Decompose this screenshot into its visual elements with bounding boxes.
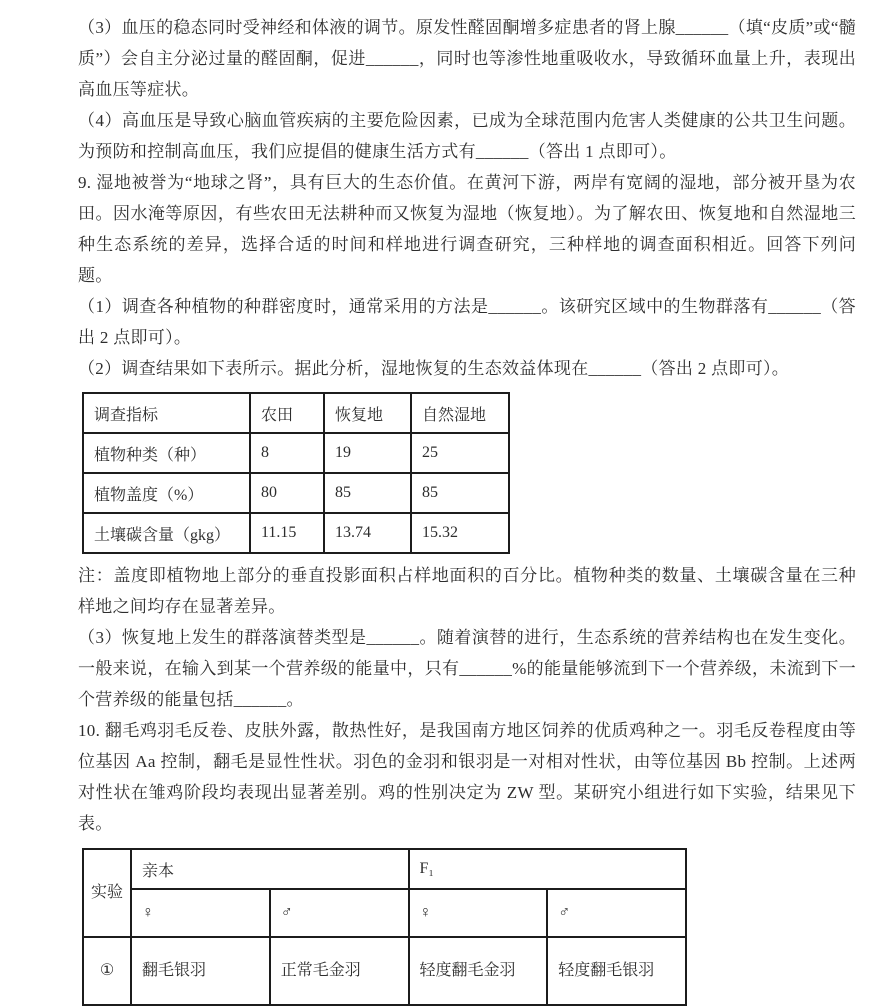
f1-male-phenotype: 轻度翻毛银羽 [547, 937, 686, 1005]
f1-male-symbol: ♂ [547, 889, 686, 937]
question9-sub2-text: （2）调查结果如下表所示。据此分析，湿地恢复的生态效益体现在______（答出 2 点即可）。 [78, 359, 790, 378]
survey-header-farmland: 农田 [250, 393, 324, 433]
table-cell: 80 [250, 473, 324, 513]
table-cell: 15.32 [411, 513, 509, 553]
experiment-results-table [82, 848, 687, 1006]
f1-female-phenotype: 轻度翻毛金羽 [409, 937, 548, 1005]
question9-intro-text: 9. 湿地被誉为“地球之肾”，具有巨大的生态价值。在黄河下游，两岸有宽阔的湿地，部分被开垦为农田。因水淹等原因，有些农田无法耕种而又恢复为湿地（恢复地）。为了解农田、恢复地和自然湿地三种生态系统的差异，选择合适的时间和样地进行调查研究，三种样地的调查面积相近。回答下列问题。 [78, 173, 856, 285]
f1-female-symbol: ♀ [409, 889, 548, 937]
survey-header-indicator: 调查指标 [83, 393, 250, 433]
parent-group-header: 亲本 [131, 849, 409, 889]
question9-sub3-text: （3）恢复地上发生的群落演替类型是______。随着演替的进行，生态系统的营养结构也在发生变化。一般来说，在输入到某一个营养级的能量中，只有______%的能量能够流到下一个营养级，未流到下一个营养级的能量包括______。 [78, 628, 856, 709]
f1-group-header: F₁ [409, 849, 687, 889]
parent-female-phenotype: 翻毛银羽 [131, 937, 270, 1005]
table-cell: 8 [250, 433, 324, 473]
question8-part3-text: （3）血压的稳态同时受神经和体液的调节。原发性醛固酮增多症患者的肾上腺______（填“皮质”或“髓质”）会自主分泌过量的醛固酮，促进______，同时也等渗性地重吸收水，导致循环血量上升，表现出高血压等症状。 [78, 18, 856, 99]
parent-female-symbol: ♀ [131, 889, 270, 937]
survey-header-natural-wetland: 自然湿地 [411, 393, 509, 433]
survey-header-restored: 恢复地 [324, 393, 411, 433]
question8-part4-text: （4）高血压是导致心脑血管疾病的主要危险因素，已成为全球范围内危害人类健康的公共卫生问题。为预防和控制高血压，我们应提倡的健康生活方式有______（答出 1 点即可）。 [78, 111, 856, 161]
table-cell: 25 [411, 433, 509, 473]
table-note-text: 注：盖度即植物地上部分的垂直投影面积占样地面积的百分比。植物种类的数量、土壤碳含量在三种样地之间均存在显著差异。 [78, 566, 856, 616]
question9-sub1-text: （1）调查各种植物的种群密度时，通常采用的方法是______。该研究区域中的生物群落有______（答出 2 点即可）。 [78, 297, 856, 347]
experiment-row-1 [83, 937, 686, 1005]
experiment-table-header-row-sex [83, 889, 686, 937]
experiment-column-header: 实验 [83, 849, 131, 937]
question10-intro-text: 10. 翻毛鸡羽毛反卷、皮肤外露，散热性好，是我国南方地区饲养的优质鸡种之一。羽毛反卷程度由等位基因 Aa 控制，翻毛是显性性状。羽色的金羽和银羽是一对相对性状，由等位基因 Bb 控制。上述两对性状在雏鸡阶段均表现出显著差别。鸡的性别决定为 ZW 型。某研究小组进行如下实验，结果见下表。 [78, 721, 856, 833]
row-label-plant-species: 植物种类（种） [83, 433, 250, 473]
table-cell: 85 [411, 473, 509, 513]
parent-male-phenotype: 正常毛金羽 [270, 937, 409, 1005]
parent-male-symbol: ♂ [270, 889, 409, 937]
row-label-plant-coverage: 植物盖度（%） [83, 473, 250, 513]
table-cell: 19 [324, 433, 411, 473]
table-cell: 13.74 [324, 513, 411, 553]
table-cell: 11.15 [250, 513, 324, 553]
table-cell: 85 [324, 473, 411, 513]
table-row [83, 513, 509, 553]
experiment-table-header-row-groups [83, 849, 686, 889]
survey-table-header-row [83, 393, 509, 433]
experiment-number: ① [83, 937, 131, 1005]
row-label-soil-carbon: 土壤碳含量（gkg） [83, 513, 250, 553]
survey-results-table [82, 392, 510, 554]
table-row [83, 473, 509, 513]
table-row [83, 433, 509, 473]
